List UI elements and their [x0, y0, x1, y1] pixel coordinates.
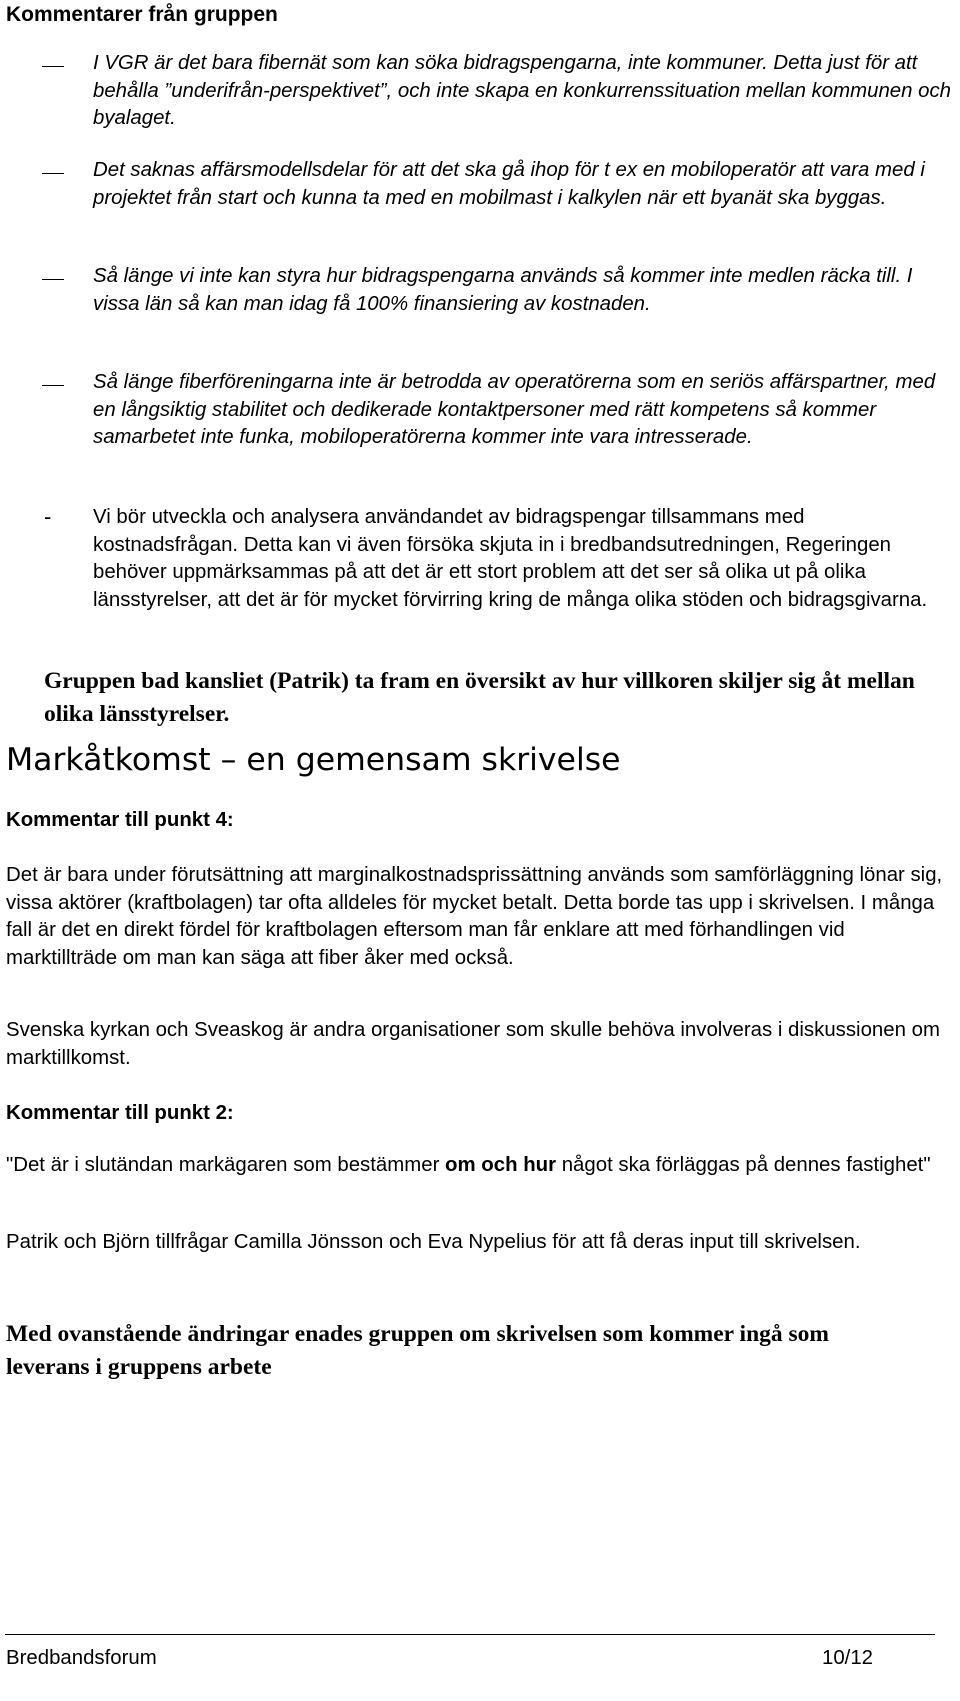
comment-text: I VGR är det bara fibernät som kan söka bidragspengarna, inte kommuner. Detta just för att behålla ”underifrån-perspektivet”, och inte skapa en konkurrenssituation mellan kommunen och byalaget. [93, 52, 952, 130]
section-title: Markåtkomst – en gemensam skrivelse [6, 742, 621, 778]
quote-text-end: något ska förläggas på dennes fastighet" [556, 1154, 931, 1176]
comment-subheading-point-2: Kommentar till punkt 2: [6, 1102, 234, 1124]
paragraph-organisations: Svenska kyrkan och Sveaskog är andra organisationer som skulle behöva involveras i diskussionen om marktillkomst. [6, 1019, 940, 1069]
quote-emphasis: om och hur [445, 1154, 557, 1176]
comment-text: Så länge fiberföreningarna inte är betrodda av operatörerna som en seriös affärspartner, med en långsiktig stabilitet och dedikerade kontaktpersoner med rätt kompetens så kommer samarbetet inte funka, mobiloperatörerna kommer inte vara intresserade. [93, 371, 936, 449]
quote-text-start: "Det är i slutändan markägaren som bestämmer [6, 1154, 446, 1176]
paragraph-action: Patrik och Björn tillfrågar Camilla Jönsson och Eva Nypelius för att få deras input till skrivelsen. [6, 1231, 861, 1253]
page-number: 10/12 [822, 1647, 874, 1669]
footer-divider [5, 1634, 935, 1635]
footer-organisation: Bredbandsforum [6, 1647, 157, 1669]
comment-text: Så länge vi inte kan styra hur bidragspengarna används så kommer inte medlen räcka till. I vissa län så kan man idag få 100% finansiering av kostnaden. [93, 265, 913, 315]
dash-bullet-marker [42, 66, 64, 67]
quote-paragraph [6, 1152, 956, 1180]
recommendation-text: Vi bör utveckla och analysera användandet av bidragspengar tillsammans med kostnadsfrågan. Detta kan vi även försöka skjuta in i bredbandsutredningen, Regeringen behöver uppmärksammas på att det är ett stort problem att det ser så olika ut på olika länsstyrelser, att det är för mycket förvirring kring de många olika stöden och bidragsgivarna. [93, 506, 928, 611]
paragraph-point-4: Det är bara under förutsättning att marginalkostnadsprissättning används som samförläggning lönar sig, vissa aktörer (kraftbolagen) tar ofta alldeles för mycket betalt. Detta borde tas upp i skrivelsen. I många fall är det en direkt fördel för kraftbolagen eftersom man får enklare att med förhandlingen vid marktillträde om man kan säga att fiber åker med också. [6, 864, 943, 969]
hyphen-marker: - [44, 504, 52, 529]
decision-statement-final: Med ovanstående ändringar enades gruppen om skrivelsen som kommer ingå som leverans i gruppens arbete [6, 1321, 829, 1380]
comment-text: Det saknas affärsmodellsdelar för att det ska gå ihop för t ex en mobiloperatör att vara med i projektet från start och kunna ta med en mobilmast i kalkylen när ett byanät ska byggas. [93, 159, 925, 209]
section-heading-comments: Kommentarer från gruppen [6, 3, 278, 26]
dash-bullet-marker [42, 173, 64, 174]
dash-bullet-marker [42, 279, 64, 280]
dash-bullet-marker [42, 385, 64, 386]
comment-subheading-point-4: Kommentar till punkt 4: [6, 809, 234, 831]
decision-statement: Gruppen bad kansliet (Patrik) ta fram en översikt av hur villkoren skiljer sig åt mellan olika länsstyrelser. [44, 668, 915, 727]
